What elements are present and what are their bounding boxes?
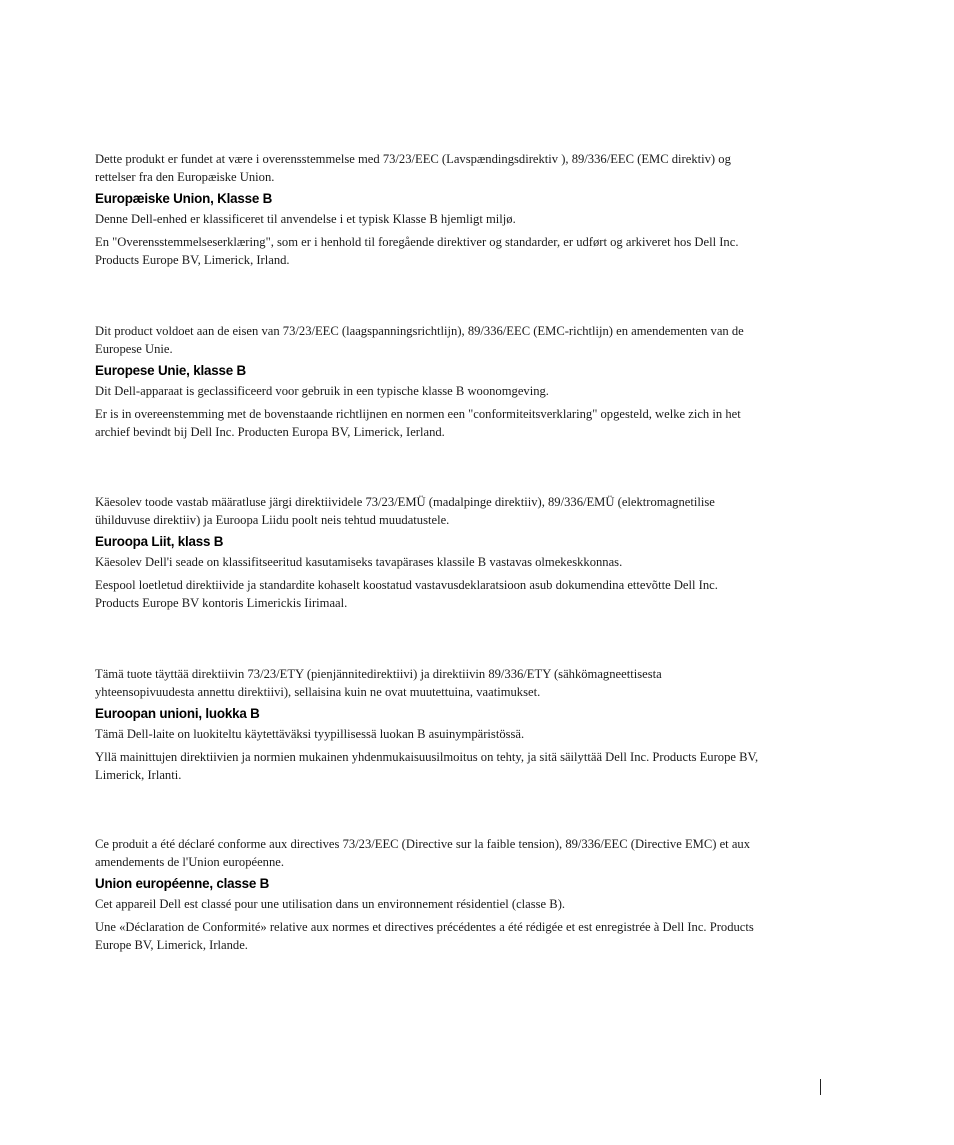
section-classification-text: Tämä Dell-laite on luokiteltu käytettäväksi tyypillisessä luokan B asuinympäristössä. [95, 727, 525, 741]
section-declaration-text: Yllä mainittujen direktiivien ja normien mukainen yhdenmukaisuusilmoitus on tehty, ja sitä säilyttää Dell Inc. Products Europe BV, Limerick, Irlanti. [95, 750, 759, 782]
section-declaration-text: En "Overensstemmelseserklæring", som er i henhold til foregående direktiver og standarder, er udført og arkiveret hos Dell Inc. Products Europe BV, Limerick, Irland. [95, 235, 739, 267]
section-french [95, 835, 857, 954]
section-danish [95, 150, 857, 269]
section-estonian [95, 493, 857, 612]
section-declaration-text: Une «Déclaration de Conformité» relative aux normes et directives précédentes a été rédigée et est enregistrée à Dell Inc. Products Europe BV, Limerick, Irlande. [95, 920, 754, 952]
section-intro: Dit product voldoet aan de eisen van 73/23/EEC (laagspanningsrichtlijn), 89/336/EEC (EMC-richtlijn) en amendementen van de Europese Unie. [95, 324, 744, 356]
page-margin-marker [820, 1079, 821, 1095]
section-classification-text: Dit Dell-apparaat is geclassificeerd voor gebruik in een typische klasse B woonomgeving. [95, 384, 549, 398]
section-classification-text: Denne Dell-enhed er klassificeret til anvendelse i et typisk Klasse B hjemligt miljø. [95, 212, 516, 226]
section-heading: Euroopan unioni, luokka B [95, 706, 260, 721]
section-finnish [95, 665, 857, 784]
section-declaration-text: Er is in overeenstemming met de bovenstaande richtlijnen en normen een "conformiteitsverklaring" opgesteld, welke zich in het archief bevindt bij Dell Inc. Producten Europa BV, Limerick, Ierland. [95, 407, 741, 439]
section-heading: Europese Unie, klasse B [95, 363, 246, 378]
section-intro: Ce produit a été déclaré conforme aux directives 73/23/EEC (Directive sur la faible tension), 89/336/EEC (Directive EMC) et aux amendements de l'Union européenne. [95, 837, 751, 869]
section-intro: Käesolev toode vastab määratluse järgi direktiividele 73/23/EMÜ (madalpinge direktiiv), 89/336/EMÜ (elektromagnetilise ühilduvuse direktiiv) ja Euroopa Liidu poolt neis tehtud muudatustele. [95, 495, 715, 527]
section-heading: Union européenne, classe B [95, 876, 270, 891]
section-classification-text: Cet appareil Dell est classé pour une utilisation dans un environnement résidentiel (classe B). [95, 897, 566, 911]
section-intro: Dette produkt er fundet at være i overensstemmelse med 73/23/EEC (Lavspændingsdirektiv ), 89/336/EEC (EMC direktiv) og rettelser fra den Europæiske Union. [95, 152, 731, 184]
section-heading: Europæiske Union, Klasse B [95, 191, 273, 206]
section-classification-text: Käesolev Dell'i seade on klassifitseeritud kasutamiseks tavapärases klassile B vastavas olmekeskkonnas. [95, 555, 623, 569]
section-intro: Tämä tuote täyttää direktiivin 73/23/ETY (pienjännitedirektiivi) ja direktiivin 89/336/ETY (sähkömagneettisesta yhteensopivuudesta annettu direktiivi), sellaisina kuin ne ovat muutettuina, vaatimukset. [95, 667, 662, 699]
section-dutch [95, 322, 857, 441]
section-declaration-text: Eespool loetletud direktiivide ja standardite kohaselt koostatud vastavusdeklaratsioon asub dokumendina ettevõtte Dell Inc. Products Europe BV kontoris Limerickis Iirimaal. [95, 578, 718, 610]
section-heading: Euroopa Liit, klass B [95, 534, 224, 549]
